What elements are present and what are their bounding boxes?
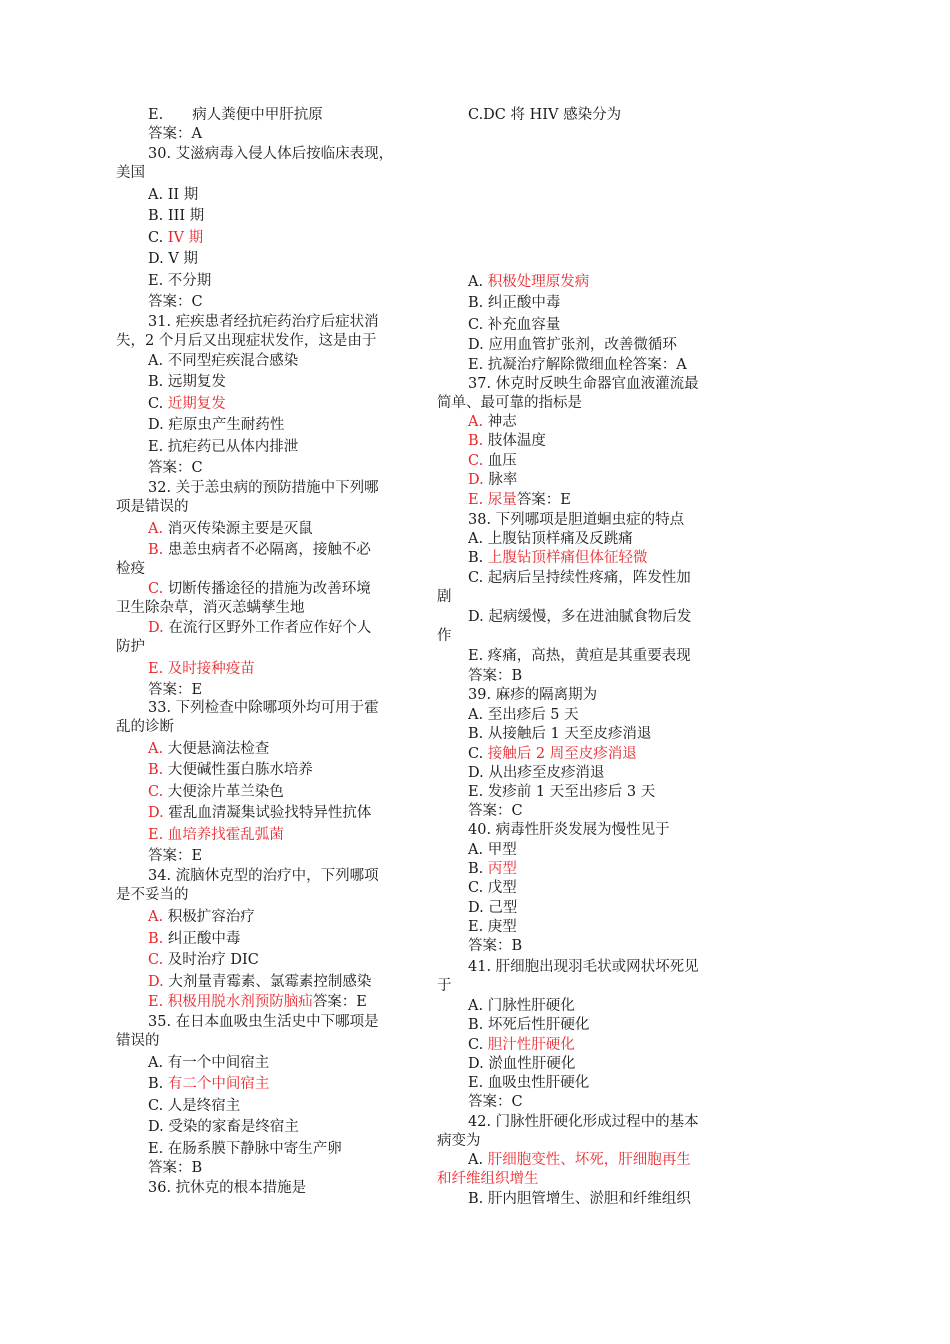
line-text: B. 从接触后 1 天至皮疹消退 [468,726,652,742]
left-line-3 [116,163,145,183]
right-line-41 [468,1054,575,1074]
left-line-11 [116,331,376,351]
left-line-4 [148,185,198,205]
line-text: 和纤维组织增生 [437,1171,539,1187]
right-line-22 [468,685,597,705]
left-line-18 [148,478,379,498]
left-line-23 [148,579,371,599]
line-text: 剧 [437,589,452,605]
line-text: C. 人是终宿主 [148,1098,241,1114]
left-line-1 [148,124,202,144]
left-line-49 [148,1117,299,1137]
line-text: 防护 [116,639,145,655]
right-line-48 [468,1189,691,1209]
left-line-46 [148,1053,269,1073]
highlighted-answer: 近期复发 [167,396,226,412]
option-text: 脉率 [483,472,518,488]
right-line-20 [468,646,691,666]
highlighted-answer: 有二个中间宿主 [167,1076,270,1092]
line-text: 于 [437,978,452,994]
right-line-4 [468,335,677,355]
left-line-47 [148,1074,269,1094]
option-text: 大便碱性蛋白胨水培养 [163,762,313,778]
left-line-39 [148,907,255,927]
line-text: 32. 关于恙虫病的预防措施中下列哪 [148,480,379,496]
line-text: 答案：A [148,126,202,142]
line-text: B. 坏死后性肝硬化 [468,1017,590,1033]
left-line-10 [148,312,379,332]
line-text: D. V 期 [148,251,198,267]
line-text: C.DC 将 HIV 感染分为 [468,107,622,123]
line-text: E. 疼痛，高热，黄疸是其重要表现 [468,648,691,664]
line-text: B. III 期 [148,208,205,224]
line-text: 答案：B [148,1160,203,1176]
line-text: 42. 门脉性肝硬化形成过程中的基本 [468,1114,699,1130]
right-line-15 [468,548,647,568]
left-line-45 [116,1031,160,1051]
line-text: C. [468,746,488,762]
line-text: A. 上腹钻顶样痛及反跳痛 [468,531,633,547]
left-line-5 [148,206,204,226]
option-text: 大便悬滴法检查 [163,741,270,757]
line-text: 30. 艾滋病毒入侵人体后按临床表现， [148,146,394,162]
line-text: 31. 疟疾患者经抗疟药治疗后症状消 [148,314,379,330]
option-text: 大便涂片革兰染色 [163,784,284,800]
left-line-38 [116,885,189,905]
left-line-26 [116,637,145,657]
left-line-29 [148,698,379,718]
option-letter: A. [468,414,484,430]
left-line-37 [148,866,379,886]
option-letter: C. [468,453,484,469]
line-text: D. 应用血管扩张剂，改善微循环 [468,337,677,353]
option-letter: D. [148,805,164,821]
left-line-44 [148,1012,379,1032]
left-line-6 [148,228,203,248]
right-line-37 [437,976,452,996]
left-line-35 [148,825,284,845]
answer-label: 答案：E [516,492,571,508]
right-line-12 [468,490,571,510]
highlighted-answer: 接触后 2 周至皮疹消退 [487,746,637,762]
right-line-33 [468,898,517,918]
right-line-7 [437,393,582,413]
line-text: B. 纠正酸中毒 [468,295,561,311]
right-line-47 [437,1169,539,1189]
left-line-50 [148,1139,342,1159]
line-text: D. 起病缓慢，多在进油腻食物后发 [468,609,692,625]
line-text: D. 从出疹至皮疹消退 [468,765,605,781]
line-text: 36. 抗休克的根本措施是 [148,1180,307,1196]
left-line-42 [148,972,371,992]
line-text: 作 [437,628,452,644]
line-text: 37. 休克时反映生命器官血液灌流最 [468,376,699,392]
right-line-6 [468,374,699,394]
line-text: 项是错误的 [116,499,189,515]
left-line-12 [148,351,298,371]
right-line-25 [468,744,637,764]
line-text: 答案：B [468,668,523,684]
right-line-45 [437,1131,481,1151]
right-line-13 [468,510,684,530]
line-text: E. 不分期 [148,273,212,289]
right-line-36 [468,957,699,977]
right-line-8 [468,412,517,432]
highlighted-answer: E. 尿量 [468,492,517,508]
line-text: B. 肝内胆管增生、淤胆和纤维组织 [468,1191,691,1207]
right-line-21 [468,666,522,686]
option-text: 肢体温度 [483,433,546,449]
right-line-0 [468,105,621,125]
option-letter: C. [148,581,164,597]
option-letter: B. [468,433,484,449]
line-text: E. 血培养找霍乱弧菌 [148,827,284,843]
highlighted-answer: IV 期 [167,230,204,246]
line-text: 错误的 [116,1033,160,1049]
line-text: 卫生除杂草，消灭恙螨孳生地 [116,600,305,616]
line-text: A. [468,274,488,290]
highlighted-answer: E. 积极用脱水剂预防脑疝 [148,994,313,1010]
option-text: 患恙虫病者不必隔离，接触不必 [163,542,371,558]
line-text: A. 至出疹后 5 天 [468,707,579,723]
line-text: A. 门脉性肝硬化 [468,998,575,1014]
line-text: 答案：C [148,460,203,476]
right-line-5 [468,355,687,375]
right-line-42 [468,1073,589,1093]
line-text: 40. 病毒性肝炎发展为慢性见于 [468,822,670,838]
line-text: E. 庚型 [468,919,517,935]
left-line-19 [116,497,189,517]
right-line-14 [468,529,633,549]
line-text: 33. 下列检查中除哪项外均可用于霍 [148,700,379,716]
line-text: 答案：E [148,848,203,864]
option-letter: D. [148,974,164,990]
right-line-2 [468,293,560,313]
option-letter: C. [148,952,164,968]
line-text: C. 补充血容量 [468,317,561,333]
line-text: E. 及时接种疫苗 [148,661,255,677]
option-text: 纠正酸中毒 [163,931,241,947]
line-text: 是不妥当的 [116,887,189,903]
left-line-9 [148,292,203,312]
line-text: A. II 期 [148,187,199,203]
left-line-0 [148,105,323,125]
right-line-3 [468,315,560,335]
line-text: 病变为 [437,1133,481,1149]
highlighted-answer: 肝细胞变性、坏死，肝细胞再生 [487,1152,691,1168]
option-text: 血压 [483,453,517,469]
right-line-29 [468,820,670,840]
line-text: 简单、最可靠的指标是 [437,395,582,411]
line-text: D. 疟原虫产生耐药性 [148,417,285,433]
line-text: B. [148,1076,168,1092]
left-line-15 [148,415,284,435]
left-line-21 [148,540,371,560]
highlighted-answer: 胆汁性肝硬化 [487,1037,575,1053]
line-text: 答案：E [148,682,203,698]
left-line-20 [148,519,313,539]
line-text: B. [468,550,488,566]
left-line-34 [148,803,371,823]
left-line-22 [116,559,145,579]
left-line-17 [148,458,203,478]
left-line-16 [148,437,298,457]
right-line-46 [468,1150,691,1170]
right-line-16 [468,568,691,588]
line-text: B. 远期复发 [148,374,226,390]
right-line-30 [468,840,517,860]
left-line-32 [148,760,313,780]
line-text: C. 戊型 [468,880,517,896]
option-text: 霍乱血清凝集试验找特异性抗体 [163,805,372,821]
left-line-27 [148,659,255,679]
line-text: E. 病人粪便中甲肝抗原 [148,107,323,123]
left-line-43 [148,992,367,1012]
right-line-35 [468,936,522,956]
right-line-32 [468,878,517,898]
line-text: C. 起病后呈持续性疼痛，阵发性加 [468,570,691,586]
option-text: 神志 [483,414,517,430]
right-line-11 [468,470,517,490]
line-text: D. 己型 [468,900,518,916]
right-line-39 [468,1015,589,1035]
left-line-14 [148,394,226,414]
option-letter: D. [468,472,484,488]
line-text: E. 血吸虫性肝硬化 [468,1075,590,1091]
right-line-31 [468,859,517,879]
right-line-17 [437,587,452,607]
line-text: 35. 在日本血吸虫生活史中下哪项是 [148,1014,379,1030]
line-text: A. 甲型 [468,842,517,858]
option-letter: A. [148,741,164,757]
line-text: 失，2 个月后又出现症状发作，这是由于 [116,333,377,349]
left-line-25 [148,618,371,638]
line-text: B. [468,861,488,877]
highlighted-answer: 丙型 [487,861,517,877]
line-text: D. 受染的家畜是终宿主 [148,1119,299,1135]
right-line-28 [468,801,523,821]
line-text: 答案：B [468,938,523,954]
line-text: D. 淤血性肝硬化 [468,1056,576,1072]
left-line-28 [148,680,202,700]
highlighted-answer: 积极处理原发病 [487,274,590,290]
right-line-27 [468,782,655,802]
left-line-30 [116,717,174,737]
option-letter: A. [148,521,164,537]
right-line-10 [468,451,517,471]
line-text: A. 不同型疟疾混合感染 [148,353,299,369]
line-text: E. 在肠系膜下静脉中寄生产卵 [148,1141,342,1157]
option-letter: B. [148,542,164,558]
left-line-48 [148,1096,240,1116]
right-line-34 [468,917,517,937]
option-text: 切断传播途径的措施为改善环境 [163,581,371,597]
right-line-26 [468,763,604,783]
highlighted-answer: 上腹钻顶样痛但体征轻微 [487,550,648,566]
left-line-13 [148,372,226,392]
option-letter: D. [148,620,164,636]
left-line-7 [148,249,198,269]
line-text: C. [468,1037,488,1053]
line-text: 答案：C [468,1094,523,1110]
line-text: 41. 肝细胞出现羽毛状或网状坏死见 [468,959,699,975]
answer-label: 答案：E [312,994,367,1010]
option-letter: C. [148,784,164,800]
option-letter: B. [148,762,164,778]
option-text: 及时治疗 DIC [163,952,259,968]
right-line-9 [468,431,546,451]
left-line-40 [148,929,240,949]
right-line-40 [468,1035,575,1055]
line-text: 乱的诊断 [116,719,174,735]
left-line-52 [148,1178,306,1198]
right-line-24 [468,724,651,744]
option-text: 消灭传染源主要是灭鼠 [163,521,313,537]
line-text: 39. 麻疹的隔离期为 [468,687,598,703]
line-text: 答案：C [148,294,203,310]
left-line-36 [148,846,202,866]
option-text: 在流行区野外工作者应作好个人 [163,620,372,636]
line-text: 答案：C [468,803,523,819]
option-letter: A. [148,909,164,925]
line-text: E. 抗疟药已从体内排泄 [148,439,299,455]
line-text: A. [468,1152,488,1168]
right-line-23 [468,705,579,725]
left-line-51 [148,1158,202,1178]
line-text: E. 抗凝治疗解除微细血栓答案：A [468,357,687,373]
line-text: 美国 [116,165,145,181]
right-line-38 [468,996,575,1016]
right-line-43 [468,1092,523,1112]
line-text: C. [148,396,168,412]
right-line-44 [468,1112,699,1132]
option-text: 积极扩容治疗 [163,909,255,925]
line-text: E. 发疹前 1 天至出疹后 3 天 [468,784,656,800]
left-line-8 [148,271,211,291]
line-text: 38. 下列哪项是胆道蛔虫症的特点 [468,512,685,528]
option-text: 大剂量青霉素、氯霉素控制感染 [163,974,372,990]
right-line-19 [437,626,452,646]
left-line-31 [148,739,269,759]
left-line-24 [116,598,305,618]
right-line-1 [468,272,589,292]
left-line-33 [148,782,284,802]
left-line-2 [148,144,393,164]
left-line-41 [148,950,259,970]
option-letter: B. [148,931,164,947]
line-text: 34. 流脑休克型的治疗中，下列哪项 [148,868,379,884]
line-text: 检疫 [116,561,145,577]
line-text: C. [148,230,168,246]
line-text: A. 有一个中间宿主 [148,1055,270,1071]
right-line-18 [468,607,691,627]
